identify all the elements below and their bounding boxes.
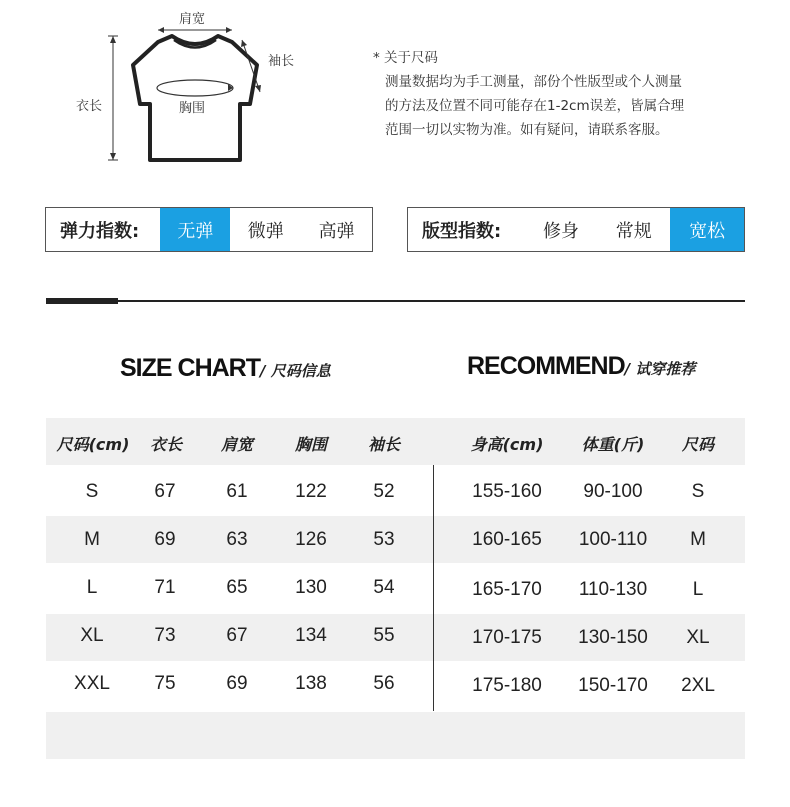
height-cell: 160-165 xyxy=(472,529,542,550)
elasticity-option-high: 高弹 xyxy=(318,220,355,242)
size-cell: M xyxy=(84,529,100,550)
fit-option-regular: 常规 xyxy=(615,220,652,242)
sleeve-cell: 55 xyxy=(373,625,395,646)
notes-line-3: 范围一切以实物为准。如有疑问，请联系客服。 xyxy=(385,122,669,138)
height-cell: 155-160 xyxy=(472,481,542,502)
chest-cell: 138 xyxy=(295,673,327,694)
recommend-heading xyxy=(467,352,695,381)
elasticity-title: 弹力指数: xyxy=(60,220,140,242)
table-footer-row xyxy=(46,712,745,759)
size-header-shoulder: 肩宽 xyxy=(220,435,253,454)
recommended-size-cell: 2XL xyxy=(681,675,715,696)
size-cell: S xyxy=(85,481,99,502)
chest-label: 胸围 xyxy=(179,101,206,116)
recommend-header-weight: 体重(斤) xyxy=(581,435,645,454)
fit-title: 版型指数: xyxy=(422,220,502,242)
chest-cell: 130 xyxy=(295,577,327,598)
length-cell: 71 xyxy=(154,577,176,598)
shoulder-cell: 61 xyxy=(226,481,248,502)
size-header-chest: 胸围 xyxy=(294,435,327,454)
shoulder-cell: 69 xyxy=(226,673,248,694)
size-cell: XL xyxy=(80,625,104,646)
recommended-size-cell: S xyxy=(691,481,705,502)
sleeve-cell: 53 xyxy=(373,529,395,550)
section-divider xyxy=(46,300,745,302)
length-cell: 73 xyxy=(154,625,176,646)
height-cell: 165-170 xyxy=(472,579,542,600)
size-chart-subtitle: / 尺码信息 xyxy=(260,362,331,380)
fit-index xyxy=(407,207,745,252)
height-cell: 170-175 xyxy=(472,627,542,648)
size-header-sleeve: 袖长 xyxy=(367,435,400,454)
weight-cell: 130-150 xyxy=(578,627,648,648)
shoulder-cell: 65 xyxy=(226,577,248,598)
shoulder-label: 肩宽 xyxy=(179,12,206,27)
recommend-header-size: 尺码 xyxy=(681,435,714,454)
size-header-length: 衣长 xyxy=(149,435,182,454)
notes-title: * 关于尺码 xyxy=(373,50,439,66)
size-cell: L xyxy=(86,577,98,598)
recommended-size-cell: M xyxy=(690,529,706,550)
elasticity-option-slight: 微弹 xyxy=(247,220,284,242)
fit-option-slim: 修身 xyxy=(542,220,579,242)
elasticity-index xyxy=(45,207,373,252)
size-chart-heading xyxy=(120,354,331,383)
notes-line-1: 测量数据均为手工测量，部份个性版型或个人测量 xyxy=(385,74,682,90)
table-column-separator xyxy=(433,465,434,711)
length-cell: 75 xyxy=(154,673,176,694)
fit-option-loose: 宽松 xyxy=(670,208,744,251)
recommend-title: RECOMMEND xyxy=(467,352,625,380)
tshirt-measurement-diagram xyxy=(0,0,360,175)
weight-cell: 150-170 xyxy=(578,675,648,696)
elasticity-option-none: 无弹 xyxy=(160,208,230,251)
weight-cell: 90-100 xyxy=(583,481,643,502)
chest-cell: 134 xyxy=(295,625,327,646)
chest-cell: 122 xyxy=(295,481,327,502)
recommend-subtitle: / 试穿推荐 xyxy=(624,360,696,378)
weight-cell: 100-110 xyxy=(578,529,648,550)
sleeve-cell: 52 xyxy=(373,481,395,502)
shoulder-cell: 63 xyxy=(226,529,248,550)
recommend-header-height: 身高(cm) xyxy=(470,435,544,454)
notes-line-2: 的方法及位置不同可能存在1-2cm误差，皆属合理 xyxy=(385,98,685,114)
recommended-size-cell: L xyxy=(692,579,704,600)
section-divider-accent xyxy=(46,298,118,304)
weight-cell: 110-130 xyxy=(578,579,648,600)
length-cell: 69 xyxy=(154,529,176,550)
height-cell: 175-180 xyxy=(472,675,542,696)
sleeve-cell: 54 xyxy=(373,577,395,598)
chest-cell: 126 xyxy=(295,529,327,550)
sleeve-cell: 56 xyxy=(373,673,395,694)
length-cell: 67 xyxy=(154,481,176,502)
size-header-size: 尺码(cm) xyxy=(56,435,130,454)
size-cell: XXL xyxy=(74,673,110,694)
size-notes xyxy=(373,46,753,142)
sleeve-label: 袖长 xyxy=(268,54,295,69)
shoulder-cell: 67 xyxy=(226,625,248,646)
length-label: 衣长 xyxy=(76,99,103,114)
recommended-size-cell: XL xyxy=(686,627,710,648)
size-chart-title: SIZE CHART xyxy=(120,354,260,382)
